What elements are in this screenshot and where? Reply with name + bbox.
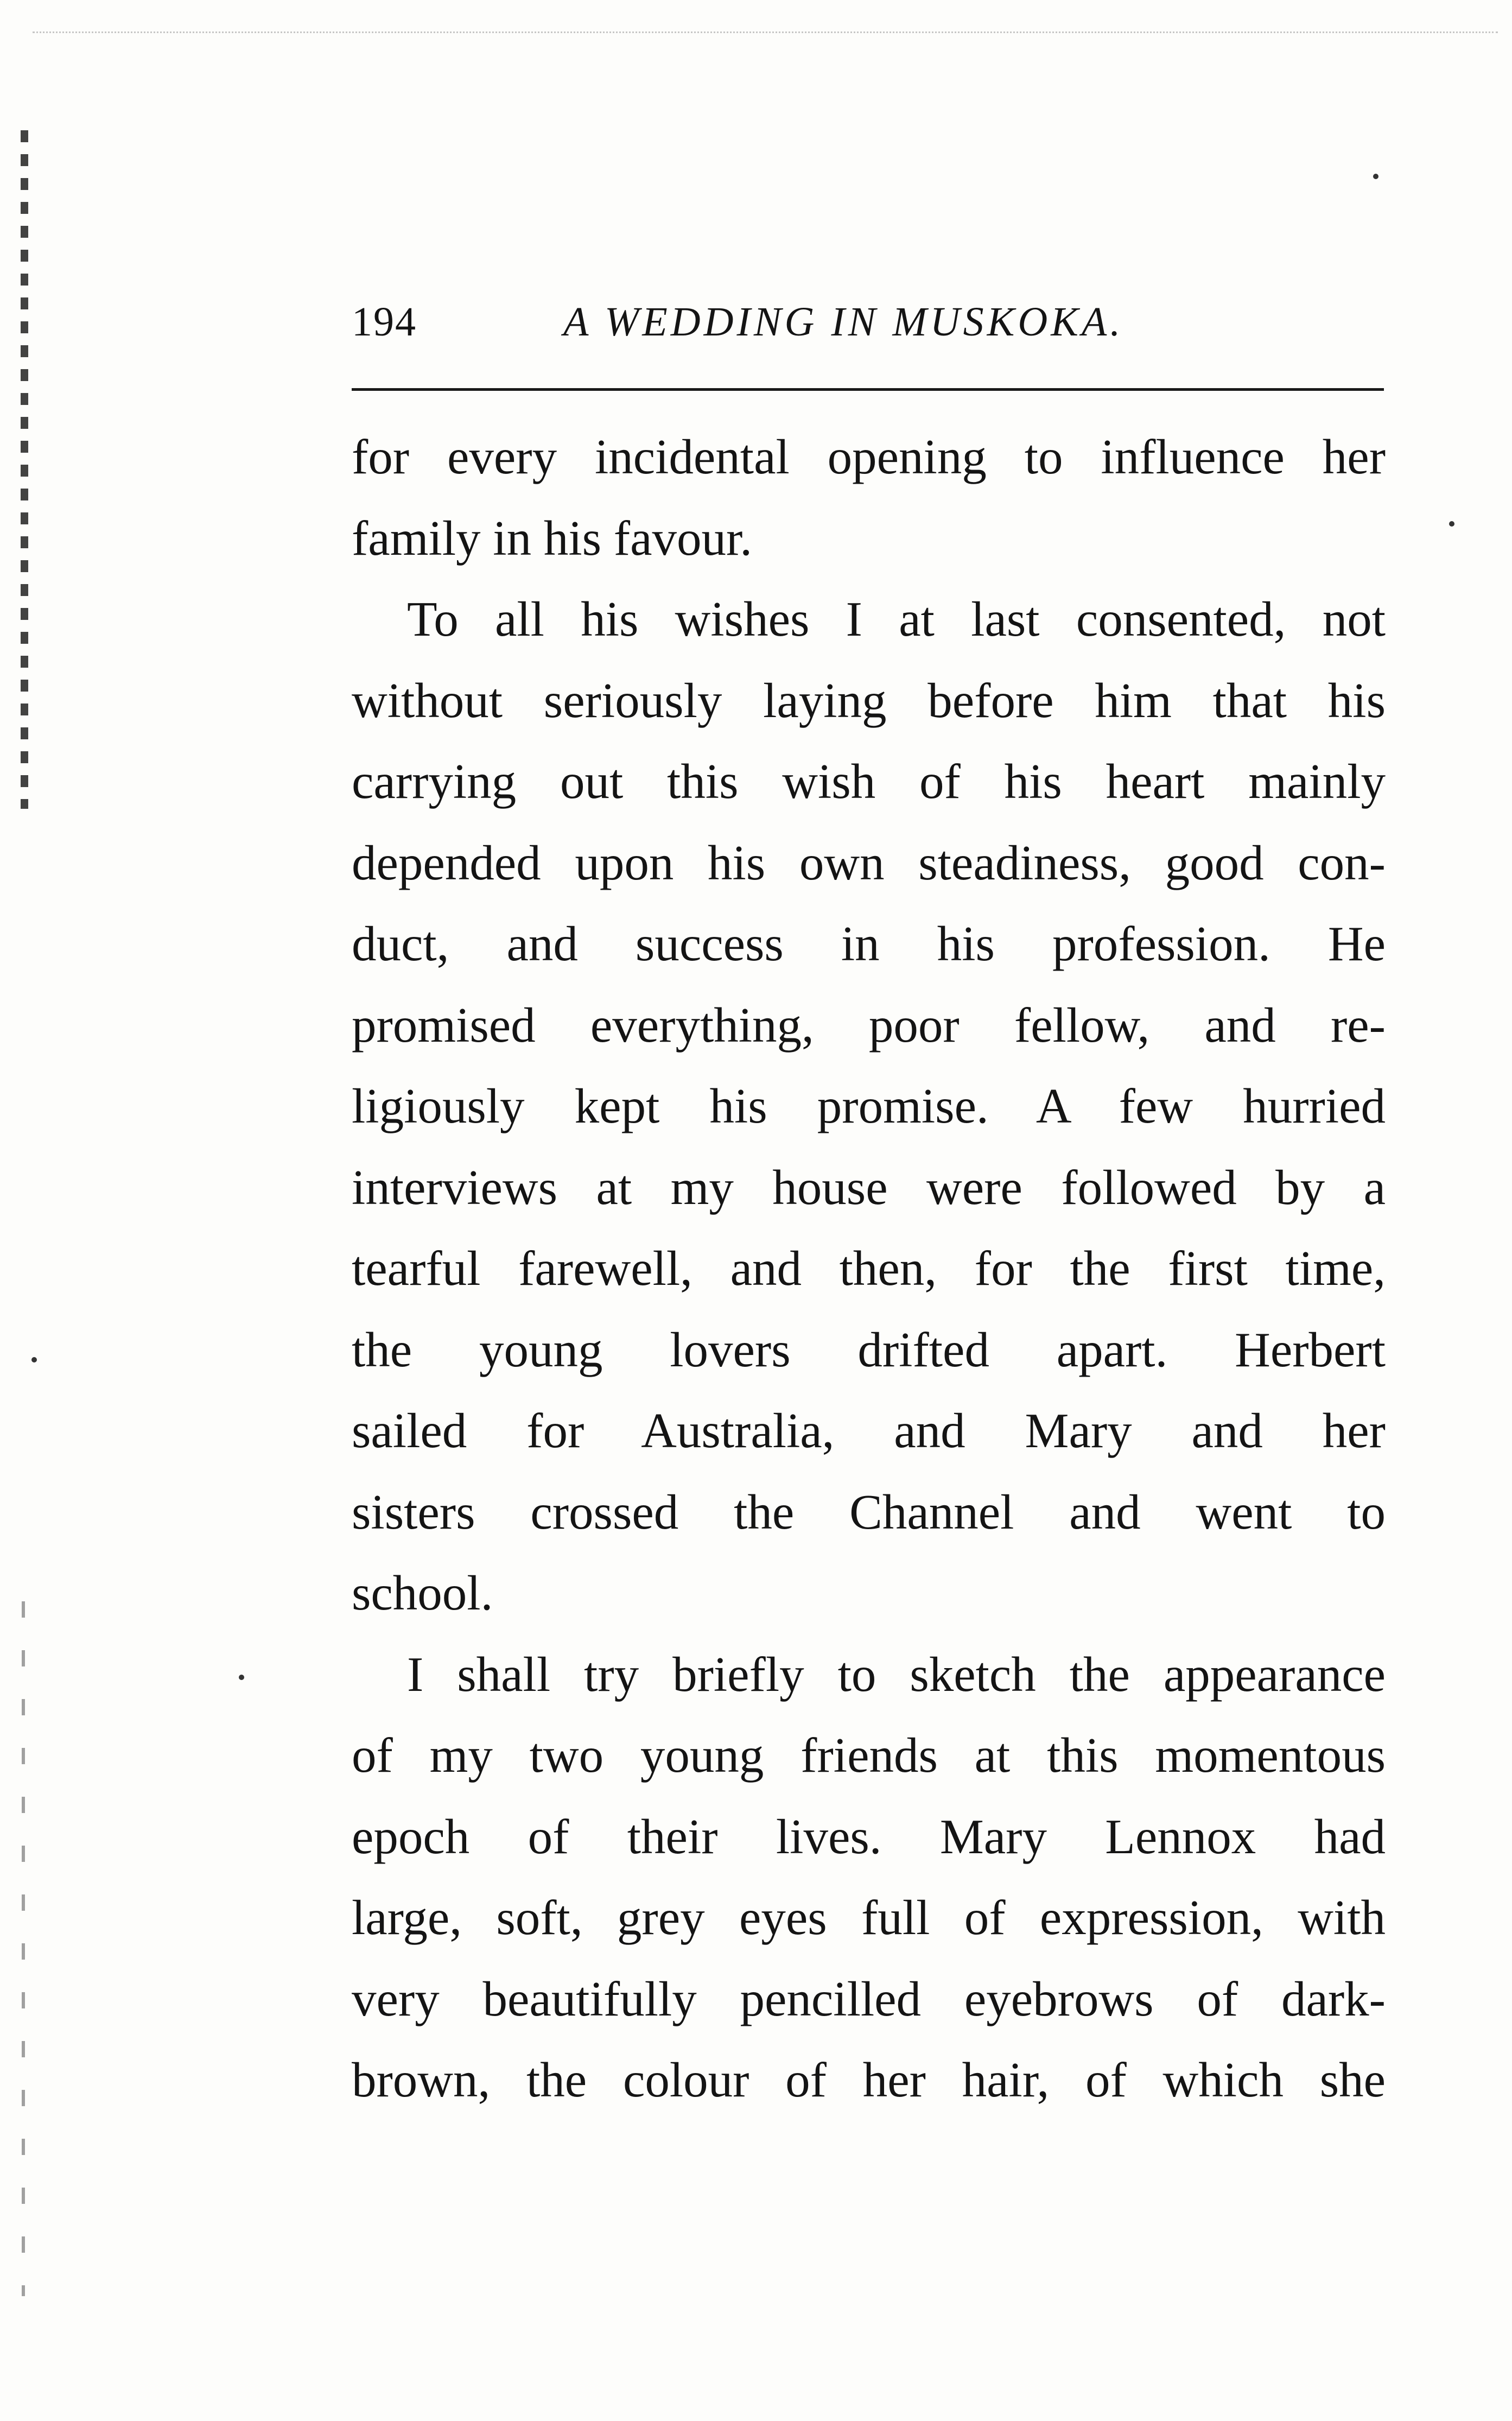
text-line: ligiously kept his promise. A few hurried <box>352 1079 1386 1133</box>
page-number: 194 <box>352 299 417 345</box>
text-line: the young lovers drifted apart. Herbert <box>352 1322 1386 1377</box>
scan-edge-noise <box>33 10 1498 33</box>
text-line: duct, and success in his profession. He <box>352 916 1386 971</box>
text-line: depended upon his own steadiness, good con- <box>352 835 1386 890</box>
text-line: without seriously laying before him that his <box>352 673 1386 728</box>
text-line: carrying out this wish of his heart mainly <box>352 754 1386 809</box>
text-line: brown, the colour of her hair, of which she <box>352 2052 1386 2107</box>
scan-speck <box>239 1675 244 1680</box>
running-title: A WEDDING IN MUSKOKA. <box>563 299 1124 345</box>
text-line: of my two young friends at this momentous <box>352 1728 1386 1783</box>
text-line: sisters crossed the Channel and went to <box>352 1484 1386 1539</box>
text-line: sailed for Australia, and Mary and her <box>352 1403 1386 1458</box>
scan-speck <box>1449 521 1454 527</box>
scan-speck <box>31 1357 37 1362</box>
text-line: tearful farewell, and then, for the first time, <box>352 1241 1386 1296</box>
text-line: school. <box>352 1566 493 1620</box>
body-text <box>352 422 1386 2127</box>
text-line: I shall try briefly to sketch the appearance <box>407 1646 1386 1702</box>
text-line: for every incidental opening to influence her <box>352 429 1386 484</box>
text-line: To all his wishes I at last consented, not <box>407 592 1386 647</box>
header-rule <box>352 388 1384 391</box>
text-line: large, soft, grey eyes full of expression, with <box>352 1890 1386 1945</box>
scan-margin-marks-lower <box>22 1601 25 2296</box>
scan-margin-marks <box>21 130 28 809</box>
text-line: very beautifully pencilled eyebrows of dark- <box>352 1971 1386 2026</box>
text-line: interviews at my house were followed by a <box>352 1159 1386 1215</box>
text-line: epoch of their lives. Mary Lennox had <box>352 1809 1386 1864</box>
running-header <box>352 297 1383 346</box>
text-line: promised everything, poor fellow, and re- <box>352 997 1386 1053</box>
text-line: family in his favour. <box>352 510 752 566</box>
scan-speck <box>1373 174 1378 179</box>
